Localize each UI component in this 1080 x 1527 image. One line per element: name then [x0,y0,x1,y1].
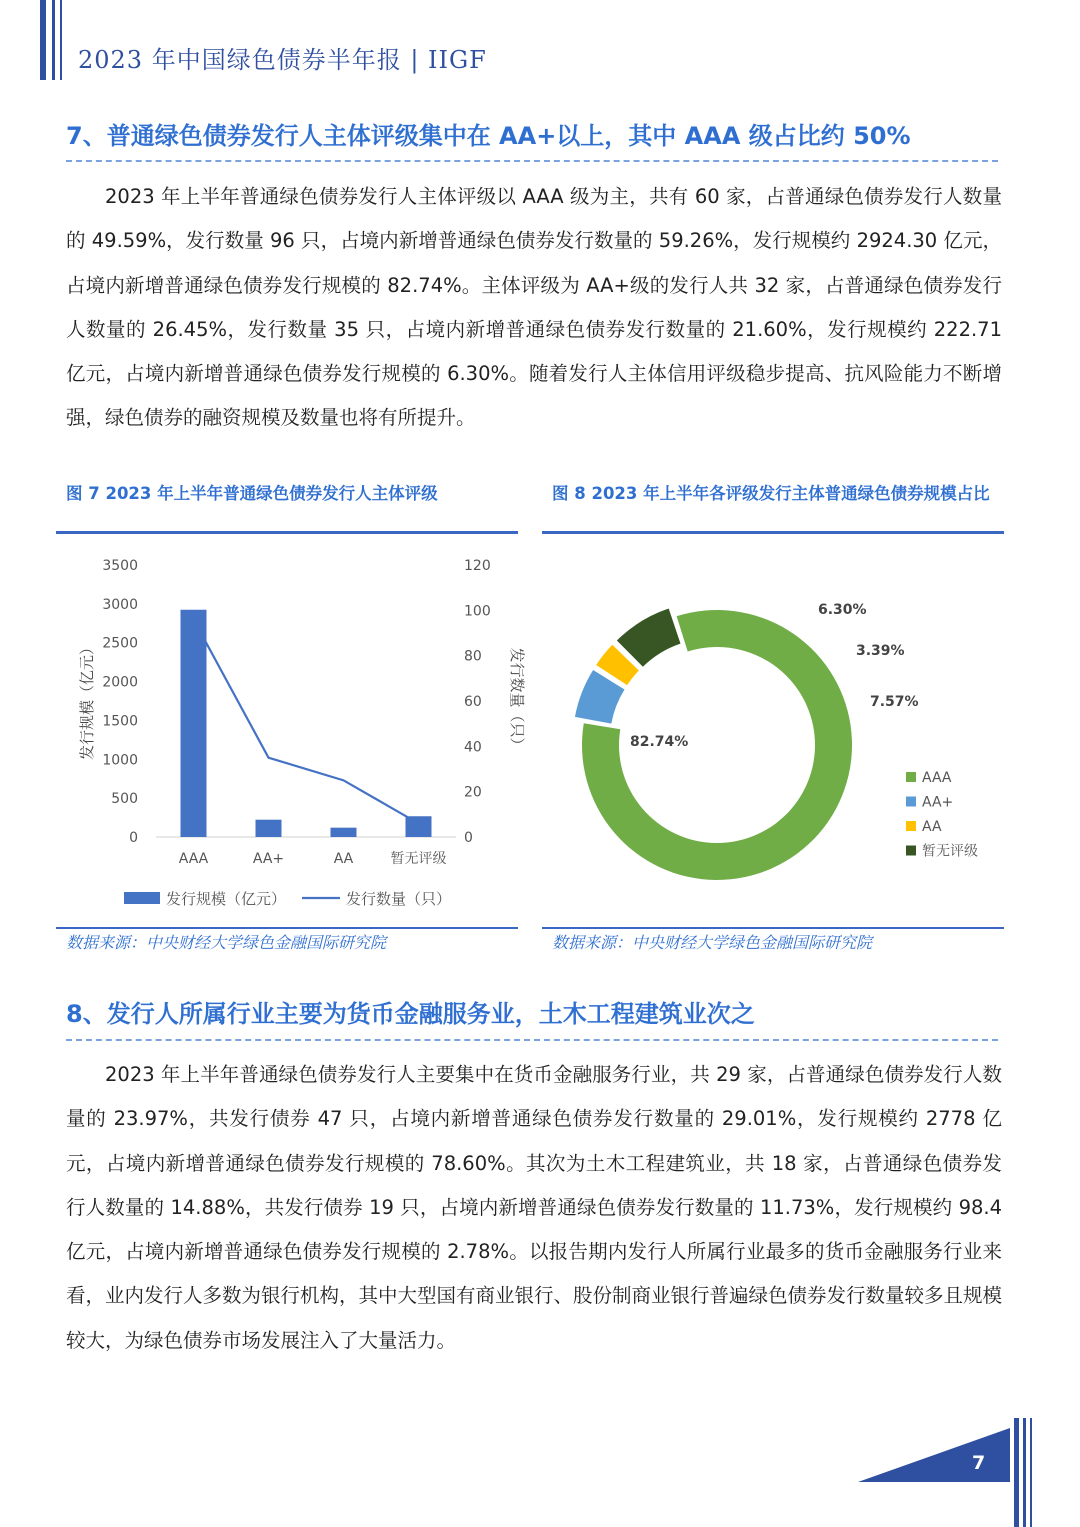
legend-swatch [906,846,916,856]
right-axis-tick: 60 [464,694,482,710]
section-8-paragraph: 2023 年上半年普通绿色债券发行人主要集中在货币金融服务行业，共 29 家，占普通绿色债券发行人数量的 23.97%，共发行债券 47 只，占境内新增普通绿色债券发行数量的 29.01%，发行规模约 2778 亿元，占境内新增普通绿色债券发行规模的 78.60%。其次为土木工程建筑业，共 18 家，占普通绿色债券发行人数量的 14.88%，共发行债券 19 只，占境内新增普通绿色债券发行数量的 11.73%，发行规模约 98.4 亿元，占境内新增普通绿色债券发行规模的 2.78%。以报告期内发行人所属行业最多的货币金融服务行业来看，业内发行人多数为银行机构，其中大型国有商业银行、股份制商业银行普遍绿色债券发行数量较多且规模较大，为绿色债券市场发展注入了大量活力。 [66,1063,1003,1352]
slice-value-label: 3.39% [856,643,905,659]
legend-bar-label: 发行规模（亿元） [166,890,287,908]
legend-swatch [906,821,916,831]
left-axis-tick: 500 [111,791,138,808]
figure-8-source: 数据来源：中央财经大学绿色金融国际研究院 [552,933,873,952]
donut-slice-暂无评级 [617,609,681,667]
bar-AA+ [256,820,282,837]
section-7-paragraph: 2023 年上半年普通绿色债券发行人主体评级以 AAA 级为主，共有 60 家，占普通绿色债券发行人数量的 49.59%，发行数量 96 只，占境内新增普通绿色债券发行数量的 59.26%，发行规模约 2924.30 亿元，占境内新增普通绿色债券发行规模的 82.74%。主体评级为 AA+级的发行人共 32 家，占普通绿色债券发行人数量的 26.45%，发行数量 35 只，占境内新增普通绿色债券发行数量的 21.60%，发行规模约 222.71 亿元，占境内新增普通绿色债券发行规模的 6.30%。随着发行人主体信用评级稳步提高、抗风险能力不断增强，绿色债券的融资规模及数量也将有所提升。 [66,185,1002,430]
slice-value-label: 6.30% [818,602,867,618]
figure-7-source: 数据来源：中央财经大学绿色金融国际研究院 [66,933,387,952]
legend-label: 暂无评级 [922,843,978,860]
category-label: AA [333,851,354,867]
section-7-title: 7、普通绿色债券发行人主体评级集中在 AA+以上，其中 AAA 级占比约 50% [66,122,911,150]
donut-slice-AAA [582,610,852,880]
legend-label: AA+ [922,794,954,811]
figure-7-chart [56,540,526,925]
header-bar-1 [40,0,46,80]
figure-7-top-rule [56,531,518,534]
right-axis-tick: 20 [464,784,482,801]
legend-bar-swatch [124,892,160,904]
right-axis-tick: 100 [464,603,491,620]
slice-value-label: 82.74% [630,734,689,750]
footer-decoration [850,1418,1040,1527]
figure-8-bottom-rule [542,927,1004,929]
figure-8-top-rule [542,531,1004,534]
figure-8-title: 图 8 2023 年上半年各评级发行主体普通绿色债券规模占比 [552,484,990,503]
section-7-divider [66,160,998,162]
left-axis-tick: 0 [129,830,138,846]
category-label: 暂无评级 [390,851,447,867]
page-number: 7 [972,1452,986,1474]
legend-swatch [906,772,916,782]
document-header-title: 2023 年中国绿色债券半年报 | IIGF [78,46,487,74]
section-8-divider [66,1039,998,1041]
category-label: AAA [178,851,209,867]
left-axis-tick: 2500 [102,635,138,652]
left-axis-tick: 2000 [102,674,138,691]
left-axis-tick: 1500 [102,713,138,730]
right-axis-label: 发行数量（只） [508,647,526,753]
left-axis-label: 发行规模（亿元） [78,639,96,761]
right-axis-tick: 0 [464,830,473,846]
right-axis-tick: 40 [464,739,482,756]
left-axis-tick: 3500 [102,558,138,574]
left-axis-tick: 3000 [102,596,138,613]
legend-label: AA [922,819,942,835]
issuance-count-line [194,619,419,823]
header-bar-2 [52,0,55,80]
category-label: AA+ [252,851,285,867]
legend-line-label: 发行数量（只） [346,890,452,908]
right-axis-tick: 120 [464,558,491,574]
slice-value-label: 7.57% [870,694,919,710]
legend-swatch [906,797,916,807]
legend-label: AAA [922,770,952,786]
header-bar-3 [60,0,62,80]
left-axis-tick: 1000 [102,752,138,769]
bar-AAA [181,610,207,837]
figure-7-title: 图 7 2023 年上半年普通绿色债券发行人主体评级 [66,484,438,503]
figure-8-chart [542,540,1004,925]
section-8-title: 8、发行人所属行业主要为货币金融服务业，土木工程建筑业次之 [66,1000,755,1028]
figure-7-bottom-rule [56,927,518,929]
bar-AA [331,828,357,837]
right-axis-tick: 80 [464,648,482,665]
